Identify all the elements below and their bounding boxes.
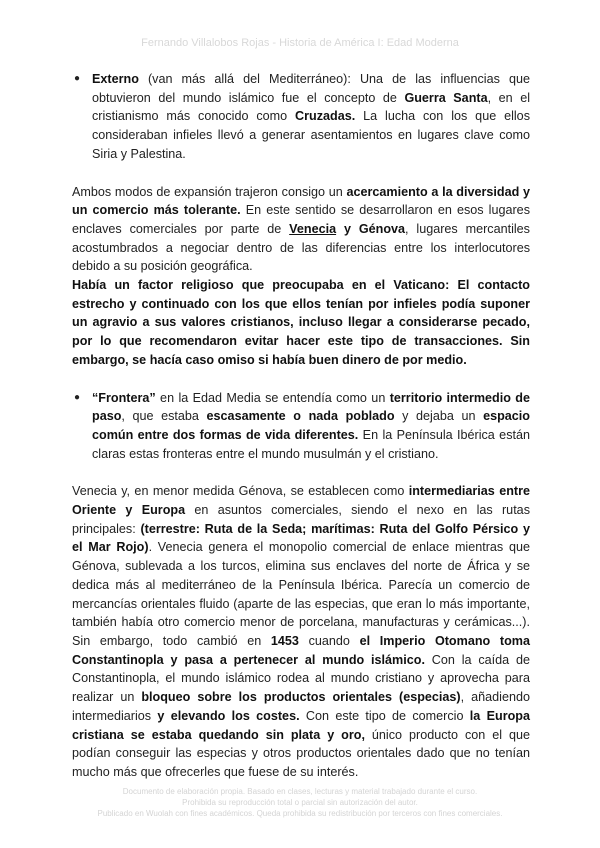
document-body: [72, 70, 530, 782]
paragraph-vaticano: [72, 276, 530, 370]
text-bold-underlined: [289, 222, 336, 236]
text-bold: acercamiento a la diversidad y un comercio más tolerante.: [72, 184, 531, 218]
text: En la Península Ibérica están claras estas fronteras entre el mundo musulmán y el cristiano.: [92, 427, 530, 461]
text: Ambos modos de expansión trajeron consigo un: [72, 184, 347, 199]
text-bold: Cruzadas.: [295, 109, 356, 124]
text-bold: y elevando los costes.: [157, 708, 300, 723]
bullet-frontera: [72, 389, 530, 464]
bullet-externo: [72, 70, 530, 164]
text: y dejaba un: [394, 409, 484, 424]
text: , añadiendo intermediarios: [72, 690, 530, 723]
text-bold: y Génova: [336, 221, 406, 236]
text: . Venecia genera el monopolio comercial de enlace mientras que Génova, sublevada a los turcos, elimina sus enclaves del norte de África y se dedica más al mediterráneo de la Península Ibérica. Parecía un comercio de mercancías orientales fluido (aparte de las especias, que eran lo más importante, también había otro comercio menor de porcelana, manufacturas y cerámicas...). Sin embargo, todo cambió en: [72, 540, 530, 648]
text-underline: Venecia: [289, 221, 337, 236]
spacer: [72, 463, 530, 482]
text: (van más allá del Mediterráneo): Una de las influencias que obtuvieron del mundo islámico fue el concepto de: [92, 72, 530, 105]
text: único producto con el que podían conseguir las especias y otros productos orientales dado que no tenían mucho más que ofrecerles que fuese de su interés.: [72, 727, 530, 779]
spacer: [72, 164, 530, 183]
text: Venecia y, en menor medida Génova, se establecen como: [72, 484, 409, 499]
text-bold: el Imperio Otomano toma Constantinopla y pasa a pertenecer al mundo islámico.: [72, 633, 530, 667]
text: La lucha con los que ellos consideraban infieles llevó a generar asentamientos en lugares clave como Siria y Palestina.: [92, 109, 530, 161]
paragraph-venecia: [72, 482, 530, 781]
text: en la Edad Media se entendía como un: [155, 390, 390, 405]
text-bold: bloqueo sobre los productos orientales (especias): [141, 690, 461, 705]
paragraph-expansion: [72, 183, 530, 277]
text: Con este tipo de comercio: [299, 708, 470, 723]
footer-line-2: Prohibida su reproducción total o parcial sin autorización del autor.: [182, 798, 418, 807]
text-bold: Externo: [92, 72, 139, 86]
footer-line-3: Publicado en Wuolah con fines académicos. Queda prohibida su redistribución por terceros con fines comerciales.: [97, 809, 503, 818]
text: cuando: [298, 633, 360, 648]
text: En este sentido se desarrollaron en esos lugares enclaves comerciales por parte de: [72, 203, 530, 236]
page-header: Fernando Villalobos Rojas - Historia de América I: Edad Moderna: [141, 37, 459, 49]
text-bold: Guerra Santa: [404, 90, 488, 105]
text-bold: Había un factor religioso que preocupaba en el Vaticano: El contacto estrecho y continuado con los que ellos tenían por infieles podía suponer un agravio a sus valores cristianos, incluso llegar a considerarse pecado, por lo que recomendaron evitar hacer este tipo de transacciones. Sin embargo, se hacía caso omiso si había buen dinero de por medio.: [72, 278, 530, 367]
text: , en el cristianismo más conocido como: [92, 90, 531, 124]
text-bold: “Frontera”: [92, 390, 156, 405]
text-bold: la Europa cristiana se estaba quedando sin plata y oro,: [72, 708, 531, 742]
text-bold: territorio intermedio de paso: [92, 390, 531, 424]
footer-line-1: Documento de elaboración propia. Basado en clases, lecturas y material trabajado durante el curso.: [122, 787, 478, 796]
text-bold: intermediarias entre Oriente y Europa: [72, 484, 530, 518]
text-bold: espacio común entre dos formas de vida diferentes.: [92, 409, 530, 442]
spacer: [72, 370, 530, 389]
bullet-dot-icon: ●: [74, 391, 81, 403]
text-bold: (terrestre: Ruta de la Seda; marítimas: Ruta del Golfo Pérsico y el Mar Rojo): [72, 521, 530, 555]
bullet-dot-icon: ●: [74, 73, 81, 84]
text-bold: 1453: [270, 633, 299, 648]
text: , que estaba: [121, 409, 207, 424]
text-bold: escasamente o nada poblado: [206, 409, 395, 424]
text: , lugares mercantiles acostumbrados a negociar dentro de las diferencias entre los interlocutores debido a su posición geográfica.: [72, 221, 530, 274]
text: en asuntos comerciales, siendo el nexo en las rutas principales:: [72, 503, 530, 536]
text: Con la caída de Constantinopla, el mundo islámico rodea al mundo cristiano y aprovecha para realizar un: [72, 652, 530, 705]
